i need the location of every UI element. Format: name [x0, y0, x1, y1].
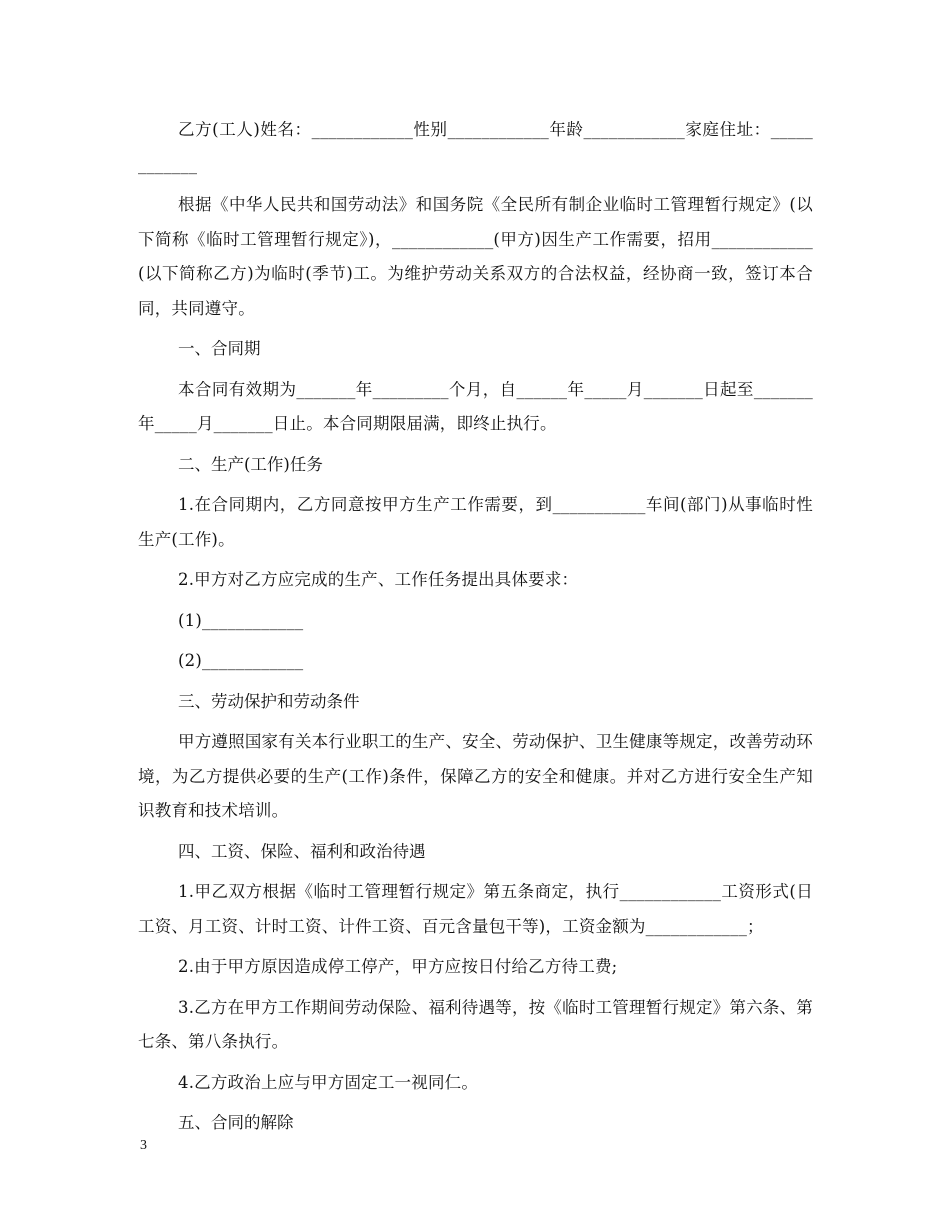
document-body [138, 113, 813, 1147]
preamble-paragraph: 根据《中华人民共和国劳动法》和国务院《全民所有制企业临时工管理暂行规定》(以下简称《临时工管理暂行规定》)，____________(甲方)因生产工作需要，招用____________(以下简称乙方)为临时(季节)工。为维护劳动关系双方的合法权益，经协商一致，签订本合同，共同遵守。 [138, 195, 813, 318]
wages-item-4: 4.乙方政治上应与甲方固定工一视同仁。 [178, 1072, 479, 1092]
wages-item-2: 2.由于甲方原因造成停工停产，甲方应按日付给乙方待工费; [178, 957, 618, 976]
section-heading-contract-termination: 五、合同的解除 [178, 1113, 294, 1132]
requirement-blank-2: (2)____________ [178, 651, 304, 670]
section-heading-labor-protection: 三、劳动保护和劳动条件 [178, 691, 360, 711]
wages-item-3: 3.乙方在甲方工作期间劳动保险、福利待遇等，按《临时工管理暂行规定》第六条、第七条、第八条执行。 [138, 997, 813, 1051]
labor-protection-paragraph: 甲方遵照国家有关本行业职工的生产、安全、劳动保护、卫生健康等规定，改善劳动环境，为乙方提供必要的生产(工作)条件，保障乙方的安全和健康。并对乙方进行安全生产知识教育和技术培训。 [138, 732, 813, 820]
party-b-info-paragraph: 乙方(工人)姓名：____________性别____________年龄____________家庭住址：____________ [138, 120, 813, 174]
requirement-blank-1: (1)____________ [178, 610, 304, 630]
wages-item-1: 1.甲乙双方根据《临时工管理暂行规定》第五条商定，执行____________工资形式(日工资、月工资、计时工资、计件工资、百元含量包干等)，工资金额为____________； [138, 882, 813, 936]
section-heading-wages-benefits: 四、工资、保险、福利和政治待遇 [178, 841, 426, 861]
production-task-item-1: 1.在合同期内，乙方同意按甲方生产工作需要，到___________车间(部门)从事临时性生产(工作)。 [138, 495, 813, 549]
section-heading-production-tasks: 二、生产(工作)任务 [178, 454, 323, 474]
contract-term-paragraph: 本合同有效期为_______年_________个月，自______年_____月_______日起至_______年_____月_______日止。本合同期限届满，即终止执行。 [138, 379, 813, 433]
page-number: 3 [140, 1138, 147, 1153]
section-heading-contract-term: 一、合同期 [178, 339, 261, 358]
production-task-item-2: 2.甲方对乙方应完成的生产、工作任务提出具体要求： [178, 570, 579, 589]
